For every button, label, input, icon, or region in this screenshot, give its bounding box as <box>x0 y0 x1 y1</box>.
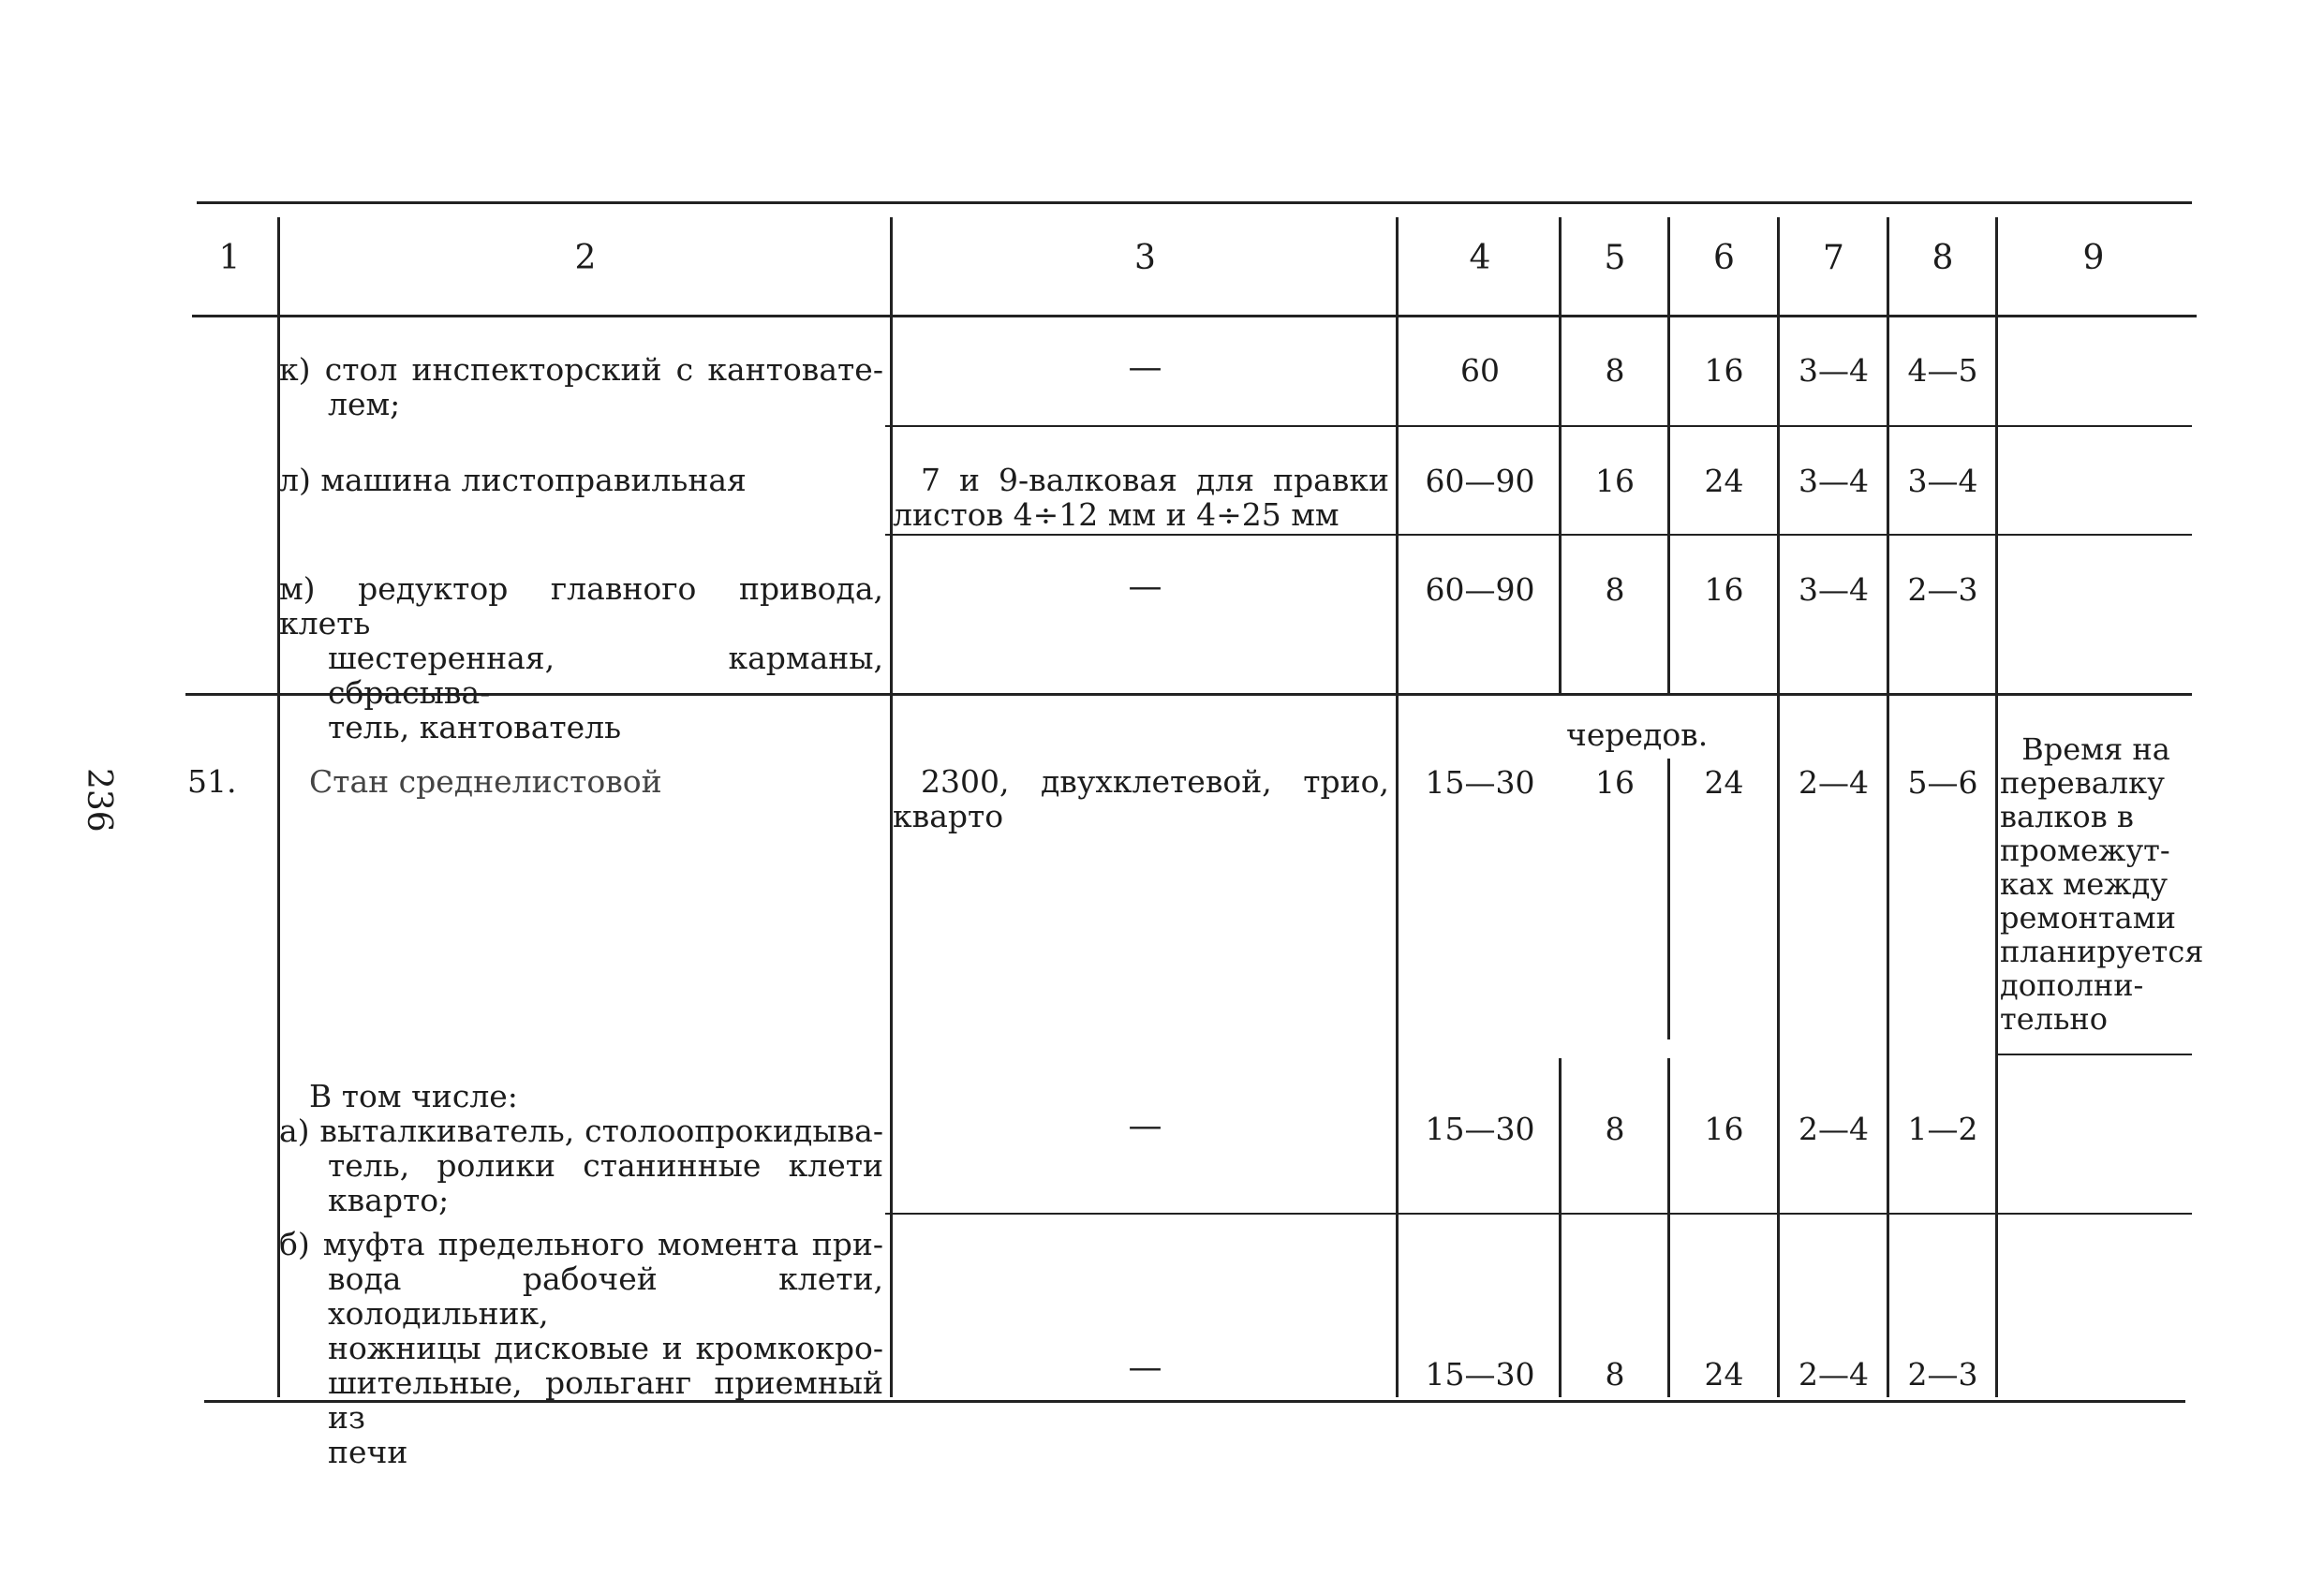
column-rule <box>1559 217 1562 695</box>
row-m-col6: 16 <box>1704 571 1744 608</box>
row-l-col7: 3—4 <box>1799 463 1869 499</box>
row-k-description: к) стол инспекторский с кантовате- лем; <box>279 351 883 422</box>
row-51-spec: 2300, двухклетевой, трио, кварто <box>893 763 1389 834</box>
row-a-col4: 15—30 <box>1425 1111 1535 1147</box>
column-header: 7 <box>1823 239 1844 277</box>
row-51-col8: 5—6 <box>1907 764 1978 801</box>
row-m-col5: 8 <box>1605 571 1625 608</box>
row-51-col5-note: чередов. <box>1566 716 1709 753</box>
row-m-col7: 3—4 <box>1799 571 1869 608</box>
row-b-col6: 24 <box>1704 1356 1744 1393</box>
row-l-col8: 3—4 <box>1907 463 1978 499</box>
row-a-col5: 8 <box>1605 1111 1625 1147</box>
row-l-col6: 24 <box>1704 463 1744 499</box>
row-51-number: 51. <box>187 763 237 800</box>
row-k-spec: — <box>1128 348 1162 387</box>
column-header: 8 <box>1932 239 1954 277</box>
column-rule <box>1777 217 1780 1397</box>
row-51-col5: 16 <box>1595 764 1635 801</box>
header-bottom-rule <box>192 315 2197 317</box>
row-b-col4: 15—30 <box>1425 1356 1535 1393</box>
row-b-col5: 8 <box>1605 1356 1625 1393</box>
column-rule <box>1887 217 1889 1397</box>
table-top-rule <box>197 201 2192 204</box>
row-k-col8: 4—5 <box>1907 352 1978 389</box>
row-a-col7: 2—4 <box>1799 1111 1869 1147</box>
column-rule <box>1559 1058 1562 1397</box>
row-a-col6: 16 <box>1704 1111 1744 1147</box>
row-l-col4: 60—90 <box>1425 463 1535 499</box>
column-header: 3 <box>1134 239 1156 277</box>
column-header: 5 <box>1604 239 1626 277</box>
row-m-description: м) редуктор главного привода, клеть шестеренная, карманы, сбрасыва- тель, кантователь <box>279 570 883 745</box>
row-a-spec: — <box>1128 1107 1162 1145</box>
row-51-col6: 24 <box>1704 764 1744 801</box>
column-rule <box>1667 759 1670 1039</box>
column-rule <box>1995 217 1998 1397</box>
row-51-remark: Время на перевалку валков в промежут- ках между ремонтами планируется дополни- тельно <box>2000 731 2204 1037</box>
row-a-col8: 1—2 <box>1907 1111 1978 1147</box>
row-51-description: Стан среднелистовой <box>309 763 662 800</box>
column-rule <box>1667 217 1670 695</box>
row-51-col4: 15—30 <box>1425 764 1535 801</box>
column-header: 4 <box>1469 239 1491 277</box>
row-a-description: В том числе: а) выталкиватель, столоопрокидыва- тель, ролики станинные клети кварто; <box>279 1078 883 1218</box>
row-m-spec: — <box>1128 568 1162 606</box>
row-b-col7: 2—4 <box>1799 1356 1869 1393</box>
column-rule <box>1667 1058 1670 1397</box>
row-k-col5: 8 <box>1605 352 1625 389</box>
row-b-spec: — <box>1128 1349 1162 1387</box>
column-rule <box>1396 217 1399 1397</box>
row-b-description: б) муфта предельного момента при- вода рабочей клети, холодильник, ножницы дисковые и кромкокро- шительные, рольганг приемный из печи <box>279 1226 883 1470</box>
column-header: 6 <box>1713 239 1735 277</box>
row-m-col8: 2—3 <box>1907 571 1978 608</box>
row-k-col4: 60 <box>1460 352 1500 389</box>
row-rule <box>1995 1054 2192 1055</box>
row-k-col6: 16 <box>1704 352 1744 389</box>
column-header: 1 <box>218 239 241 277</box>
row-l-description: л) машина листоправильная <box>279 462 747 498</box>
page-number: 236 <box>80 768 118 833</box>
row-l-spec: 7 и 9-валковая для правки листов 4÷12 мм и 4÷25 мм <box>893 462 1389 533</box>
row-k-col7: 3—4 <box>1799 352 1869 389</box>
row-m-col4: 60—90 <box>1425 571 1535 608</box>
row-b-col8: 2—3 <box>1907 1356 1978 1393</box>
column-header: 2 <box>574 239 597 277</box>
row-l-col5: 16 <box>1595 463 1635 499</box>
row-51-col7: 2—4 <box>1799 764 1869 801</box>
column-header: 9 <box>2082 239 2105 277</box>
